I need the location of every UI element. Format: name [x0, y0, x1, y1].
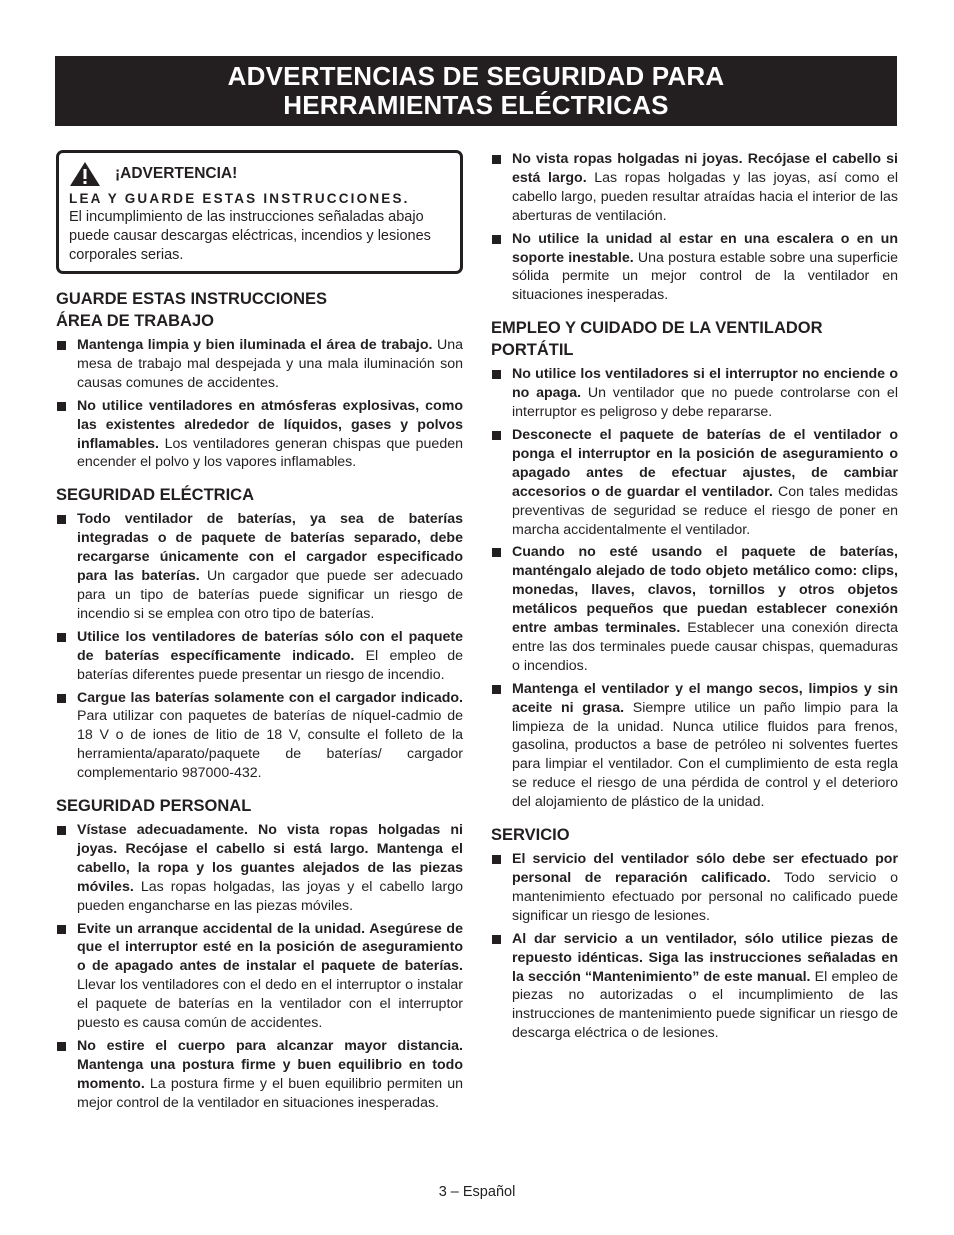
heading-use-care-line2: PORTÁTIL: [491, 341, 574, 360]
personal-safety-continued-list: [491, 150, 898, 305]
right-column: [491, 150, 898, 1047]
left-column: [56, 150, 463, 1117]
page-title-line2: HERRAMIENTAS ELÉCTRICAS: [283, 90, 669, 120]
heading-work-area: ÁREA DE TRABAJO: [56, 312, 214, 330]
list-item: Todo ventilador de baterías, ya sea de baterías integradas o de paquete de baterías separado, debe recargarse únicamente con el cargador especificado para las baterías. Un cargador que puede ser adecuado para un tipo de baterías puede significar un riesgo de incendio si se emplea con otro tipo de baterías.: [56, 510, 463, 623]
list-item: No utilice ventiladores en atmósferas explosivas, como las existentes alrededor de líquidos, gases y polvos inflamables. Los ventiladores generan chispas que pueden encender el polvo y los vapores inflamables.: [56, 397, 463, 473]
list-item: Al dar servicio a un ventilador, sólo utilice piezas de repuesto idénticas. Siga las instrucciones señaladas en la sección “Mantenimiento” de este manual. El empleo de piezas no autorizadas o el incumplimiento de las instrucciones de mantenimiento puede significar un riesgo de descarga eléctrica o de lesiones.: [491, 930, 898, 1043]
list-item: Evite un arranque accidental de la unidad. Asegúrese de que el interruptor esté en la posición de aseguramiento o de apagado antes de instalar el paquete de baterías. Llevar los ventiladores con el dedo en el interruptor o instalar el paquete de baterías en la ventilador con el interruptor puesto es causa común de accidentes.: [56, 920, 463, 1033]
list-item: Mantenga el ventilador y el mango secos, limpios y sin aceite ni grasa. Siempre utilice un paño limpio para la limpieza de la unidad. Nunca utilice fluidos para frenos, gasolina, productos a base de petróleo ni solventes fuertes para limpiar el ventilador. Con el cumplimiento de esta regla se reduce el riesgo de una pérdida de control y el deterioro del alojamiento de plástico de la unidad.: [491, 680, 898, 812]
heading-electrical-safety: SEGURIDAD ELÉCTRICA: [56, 486, 255, 505]
page-title-line1: ADVERTENCIAS DE SEGURIDAD PARA: [227, 61, 725, 91]
warning-lead: LEA Y GUARDE ESTAS INSTRUCCIONES.: [69, 191, 410, 206]
use-care-list: [491, 365, 898, 812]
page-number: 3 – Español: [438, 1184, 516, 1200]
heading-personal-safety: SEGURIDAD PERSONAL: [56, 797, 252, 816]
warning-title: ¡ADVERTENCIA!: [115, 165, 238, 182]
list-item: No vista ropas holgadas ni joyas. Recójase el cabello si está largo. Las ropas holgadas y las joyas, así como el cabello largo, pueden resultar atraídas hacia el interior de las aberturas de ventilación.: [491, 150, 898, 226]
list-item: Vístase adecuadamente. No vista ropas holgadas ni joyas. Recójase el cabello si está largo. Mantenga el cabello, la ropa y los guantes alejados de las piezas móviles. Las ropas holgadas, las joyas y el cabello largo pueden engancharse en las piezas móviles.: [56, 821, 463, 916]
list-item: Cargue las baterías solamente con el cargador indicado. Para utilizar con paquetes de baterías de níquel-cadmio de 18 V o de iones de litio de 18 V, consulte el folleto de la herramienta/aparato/paquete de baterías/ cargador complementario 987000-432.: [56, 689, 463, 784]
warning-triangle-icon: [69, 161, 101, 187]
warning-header: [69, 161, 451, 187]
electrical-safety-list: [56, 510, 463, 783]
list-item: No utilice los ventiladores si el interruptor no enciende o no apaga. Un ventilador que no puede controlarse con el interruptor es peligroso y debe repararse.: [491, 365, 898, 422]
work-area-list: [56, 336, 463, 472]
heading-use-care-line1: EMPLEO Y CUIDADO DE LA VENTILADOR: [491, 319, 823, 338]
heading-save-instructions: GUARDE ESTAS INSTRUCCIONES: [56, 290, 328, 308]
list-item: No utilice la unidad al estar en una escalera o en un soporte inestable. Una postura estable sobre una superficie sólida permite un mejor control de la ventilador en situaciones inesperadas.: [491, 230, 898, 306]
list-item: Desconecte el paquete de baterías de el ventilador o ponga el interruptor en la posición de aseguramiento o apagado antes de efectuar ajustes, de cambiar accesorios o de guardar el ventilador. Con tales medidas preventivas de seguridad se reduce el riesgo de poner en marcha accidentalmente el ventilador.: [491, 426, 898, 539]
heading-service: SERVICIO: [491, 826, 570, 845]
warning-text: El incumplimiento de las instrucciones señaladas abajo puede causar descargas eléctricas, incendios y lesiones corporales serias.: [69, 209, 431, 263]
list-item: Utilice los ventiladores de baterías sólo con el paquete de baterías específicamente indicado. El empleo de baterías diferentes puede presentar un riesgo de incendio.: [56, 628, 463, 685]
list-item: No estire el cuerpo para alcanzar mayor distancia. Mantenga una postura firme y buen equilibrio en todo momento. La postura firme y el buen equilibrio permiten un mejor control de la ventilador en situaciones inesperadas.: [56, 1037, 463, 1113]
service-list: [491, 850, 898, 1043]
warning-box: [56, 150, 463, 274]
list-item: El servicio del ventilador sólo debe ser efectuado por personal de reparación calificado. Todo servicio o mantenimiento efectuado por personal no calificado puede significar un riesgo de lesiones.: [491, 850, 898, 926]
page-title-banner: [55, 56, 897, 126]
personal-safety-list: [56, 821, 463, 1113]
list-item: Cuando no esté usando el paquete de baterías, manténgalo alejado de todo objeto metálico como: clips, monedas, llaves, clavos, tornillos y otros objetos metálicos pequeños que puedan establecer conexión entre ambas terminales. Establecer una conexión directa entre las dos terminales puede causar chispas, quemaduras o incendios.: [491, 543, 898, 675]
list-item: Mantenga limpia y bien iluminada el área de trabajo. Una mesa de trabajo mal despejada y una mala iluminación son causas comunes de accidentes.: [56, 336, 463, 393]
